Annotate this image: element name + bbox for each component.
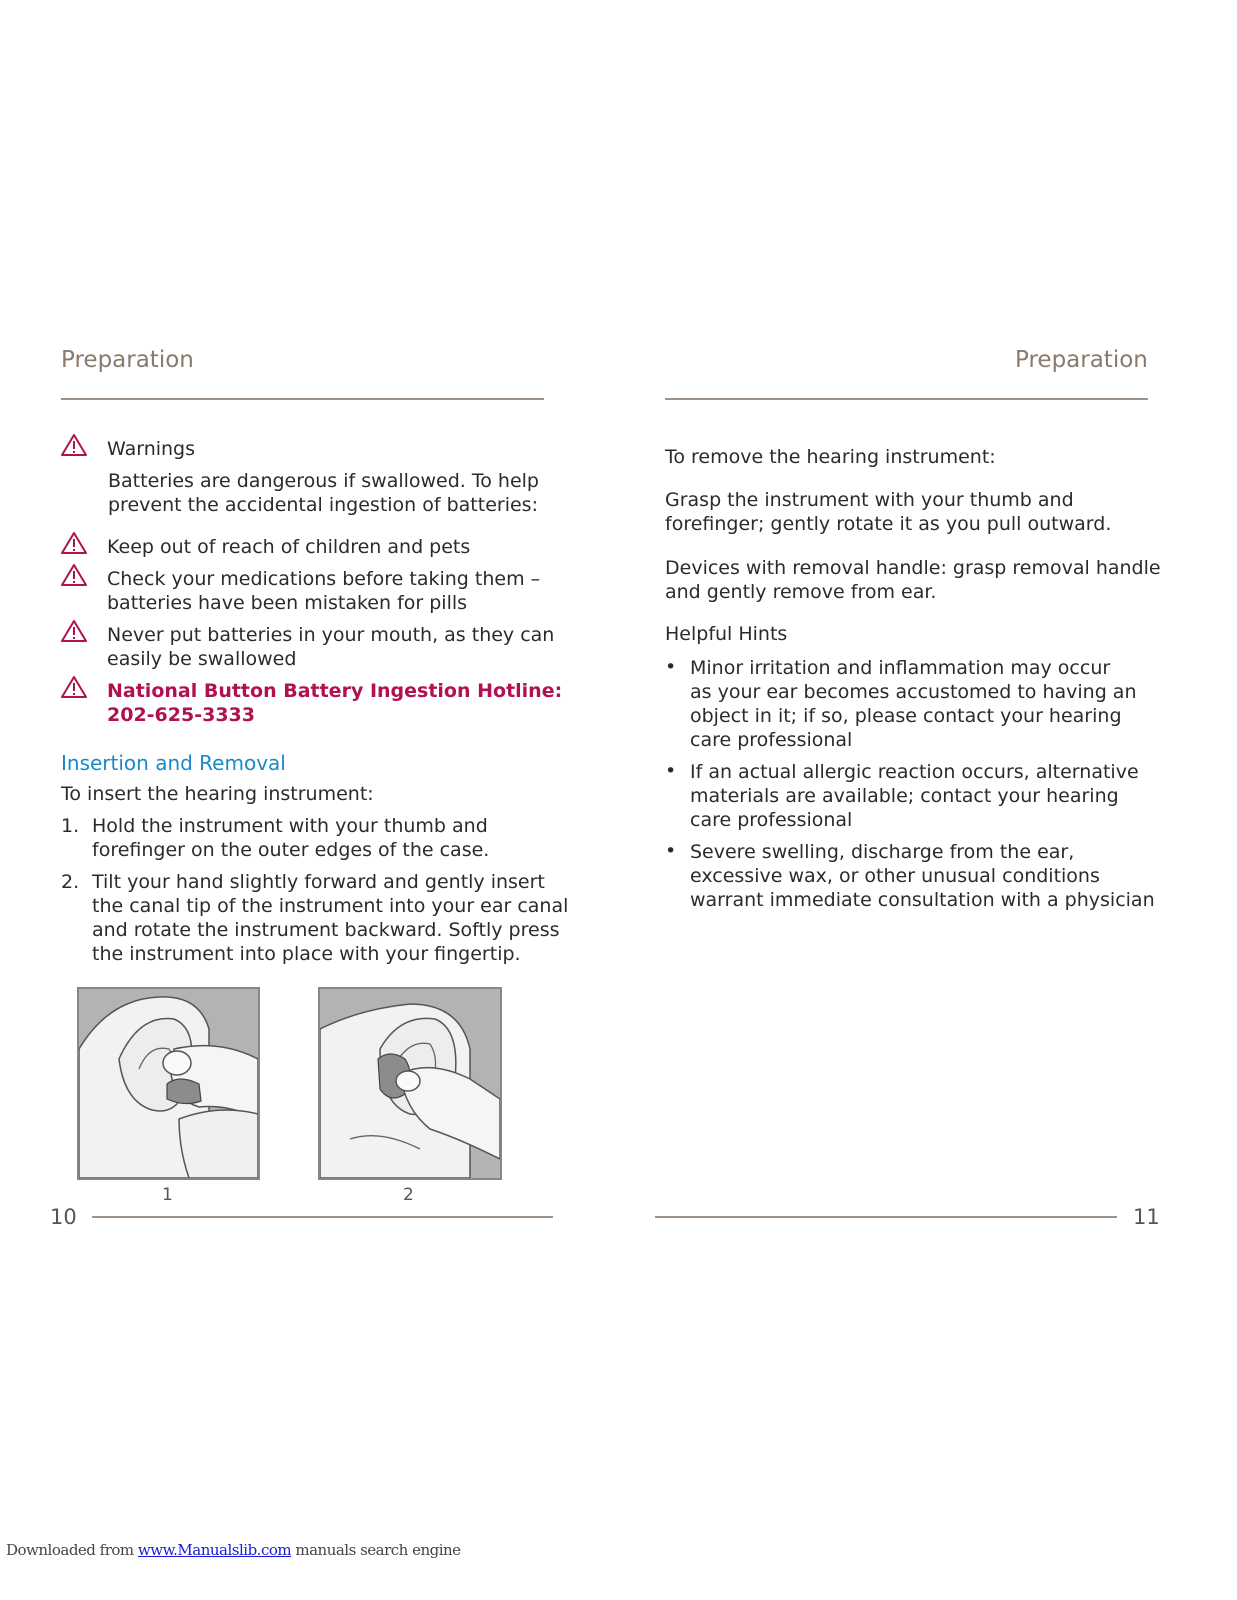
hotline-number: 202-625-3333 (107, 704, 255, 726)
left-page-header: Preparation (61, 347, 194, 373)
warning-item-2-line-1: Check your medications before taking them – (107, 568, 541, 590)
remove-para-1-line-1: Grasp the instrument with your thumb and (665, 489, 1074, 511)
warnings-title: Warnings (107, 438, 196, 460)
footer-suffix: manuals search engine (291, 1541, 461, 1559)
step-2-line-2: the canal tip of the instrument into your ear canal (92, 895, 569, 917)
step-2-line-3: and rotate the instrument backward. Softly press (92, 919, 560, 941)
warning-triangle-icon (60, 675, 88, 699)
warning-triangle-icon (60, 619, 88, 643)
step-1-line-1: Hold the instrument with your thumb and (92, 815, 488, 837)
hint-1-line-2: as your ear becomes accustomed to having an (690, 681, 1137, 703)
manualslib-link[interactable]: www.Manualslib.com (137, 1541, 292, 1559)
bullet-dot: • (665, 760, 677, 782)
step-number-2: 2. (61, 871, 80, 893)
figure-2-ear-placement (318, 987, 502, 1180)
hotline-label: National Button Battery Ingestion Hotline: (107, 680, 563, 702)
right-footer-rule (655, 1216, 1117, 1218)
warnings-intro-line-1: Batteries are dangerous if swallowed. To help (108, 470, 539, 492)
bullet-dot: • (665, 840, 677, 862)
warning-triangle-icon (60, 433, 88, 457)
figure-1-label: 1 (162, 1185, 173, 1205)
hint-1-line-1: Minor irritation and inflammation may occur (690, 657, 1111, 679)
hint-2-line-2: materials are available; contact your hearing (690, 785, 1119, 807)
insert-heading: To insert the hearing instrument: (61, 783, 374, 805)
remove-para-1-line-2: forefinger; gently rotate it as you pull outward. (665, 513, 1112, 535)
hint-1-line-4: care professional (690, 729, 853, 751)
warnings-intro-line-2: prevent the accidental ingestion of batteries: (108, 494, 538, 516)
hint-3-line-1: Severe swelling, discharge from the ear, (690, 841, 1075, 863)
page-number-right: 11 (1133, 1205, 1160, 1229)
helpful-hints-heading: Helpful Hints (665, 623, 788, 645)
bullet-dot: • (665, 656, 677, 678)
section-heading-insertion-removal: Insertion and Removal (61, 751, 286, 775)
remove-heading: To remove the hearing instrument: (665, 446, 996, 468)
hint-3-line-3: warrant immediate consultation with a physician (690, 889, 1155, 911)
warning-item-3-line-1: Never put batteries in your mouth, as they can (107, 624, 555, 646)
step-2-line-4: the instrument into place with your fingertip. (92, 943, 521, 965)
footer-prefix: Downloaded from (6, 1541, 138, 1559)
warning-triangle-icon (60, 563, 88, 587)
ear-illustration-2 (320, 989, 500, 1178)
ear-illustration-1 (79, 989, 258, 1178)
hint-3-line-2: excessive wax, or other unusual conditions (690, 865, 1100, 887)
step-2-line-1: Tilt your hand slightly forward and gently insert (92, 871, 545, 893)
page-number-left: 10 (50, 1205, 77, 1229)
step-1-line-2: forefinger on the outer edges of the case. (92, 839, 490, 861)
figure-2-label: 2 (403, 1185, 414, 1205)
figure-1-ear-insertion (77, 987, 260, 1180)
left-header-rule (61, 398, 544, 400)
download-footer (6, 1541, 461, 1559)
warning-item-2-line-2: batteries have been mistaken for pills (107, 592, 468, 614)
left-footer-rule (92, 1216, 553, 1218)
hint-1-line-3: object in it; if so, please contact your hearing (690, 705, 1122, 727)
step-number-1: 1. (61, 815, 80, 837)
right-page-header: Preparation (1015, 347, 1148, 373)
right-header-rule (665, 398, 1148, 400)
warning-triangle-icon (60, 531, 88, 555)
warning-item-3-line-2: easily be swallowed (107, 648, 297, 670)
warning-item-1: Keep out of reach of children and pets (107, 536, 471, 558)
hint-2-line-1: If an actual allergic reaction occurs, alternative (690, 761, 1139, 783)
hint-2-line-3: care professional (690, 809, 853, 831)
remove-para-2-line-1: Devices with removal handle: grasp removal handle (665, 557, 1161, 579)
remove-para-2-line-2: and gently remove from ear. (665, 581, 937, 603)
